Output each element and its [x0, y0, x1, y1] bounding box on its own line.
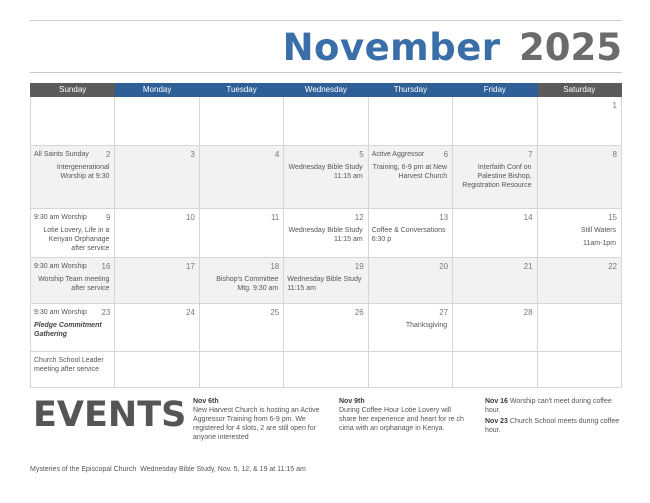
week-row [31, 97, 622, 146]
day-cell[interactable] [537, 258, 621, 304]
day-cell[interactable] [453, 209, 537, 258]
weekday-thursday: Thursday [368, 84, 452, 97]
day-number: 12 [354, 213, 364, 222]
footer-note [30, 466, 306, 473]
day-number: 14 [523, 213, 533, 222]
header-rule [30, 72, 622, 73]
week-row [31, 209, 622, 258]
day-cell[interactable] [537, 146, 621, 209]
weekday-header-row [31, 84, 622, 97]
event-description: During Coffee Hour Lotie Lovery will share her experience and heart for re ch cima with an orphanage in Kenya. [339, 407, 464, 432]
day-cell[interactable] [368, 97, 452, 146]
event-text: Interfaith Conf on Palestine Bishop, Registration Resource [462, 164, 532, 189]
day-cell[interactable] [115, 146, 199, 209]
event-text: Active Aggressor [371, 151, 425, 158]
day-cell[interactable] [537, 209, 621, 258]
day-cell[interactable] [31, 97, 115, 146]
day-cell[interactable] [537, 352, 621, 388]
events-title: EVENTS [33, 395, 187, 435]
weekday-wednesday: Wednesday [284, 84, 368, 97]
event-date: Nov 16 [485, 398, 508, 405]
day-cell[interactable] [199, 146, 283, 209]
week-row [31, 352, 622, 388]
day-number: 28 [523, 308, 533, 317]
top-rule [30, 20, 622, 21]
event-description: Church School meets during coffee hour. [485, 418, 620, 434]
event-description: Worship can't meet during coffee hour. [485, 398, 612, 414]
event-text: 11am-1pm [583, 240, 616, 247]
day-cell[interactable] [31, 258, 115, 304]
day-number: 9 [105, 213, 111, 222]
day-cell[interactable] [199, 209, 283, 258]
day-cell[interactable] [453, 258, 537, 304]
event-text: 9:30 am Worship [34, 263, 87, 270]
day-number: 1 [612, 101, 617, 110]
day-cell[interactable] [537, 304, 621, 352]
day-number: 17 [185, 262, 195, 271]
day-number: 26 [354, 308, 364, 317]
event-text: Wednesday Bible Study 11:15 am [288, 227, 363, 243]
day-cell[interactable] [284, 352, 368, 388]
event-date: Nov 9th [339, 398, 365, 405]
day-number: 21 [523, 262, 533, 271]
day-cell[interactable] [284, 97, 368, 146]
day-cell[interactable] [199, 258, 283, 304]
events-column-2 [339, 397, 469, 433]
day-cell[interactable] [199, 97, 283, 146]
day-cell[interactable] [199, 352, 283, 388]
day-cell[interactable] [453, 146, 537, 209]
day-number: 24 [185, 308, 195, 317]
day-cell[interactable] [368, 209, 452, 258]
day-number: 15 [608, 213, 617, 222]
footer-left: Mysteries of the Episcopal Church [30, 466, 137, 473]
day-number: 20 [439, 262, 449, 271]
weekday-tuesday: Tuesday [199, 84, 283, 97]
day-cell[interactable] [115, 97, 199, 146]
day-cell[interactable] [31, 146, 115, 209]
event-text: All Saints Sunday [34, 151, 89, 158]
event-description: New Harvest Church is hosting an Active Aggressor Training from 6-9 pm. We registered for 4 slots, 2 are still open for anyone interested [193, 407, 320, 441]
day-cell[interactable] [453, 352, 537, 388]
day-cell[interactable] [368, 258, 452, 304]
day-number: 6 [443, 150, 449, 159]
day-number: 27 [439, 308, 449, 317]
footer-right: Wednesday Bible Study, Nov. 5, 12, & 19 at 11:15 am [140, 466, 306, 473]
event-text: Church School Leader meeting after service [34, 357, 104, 373]
day-number: 7 [528, 150, 533, 159]
day-number: 16 [101, 262, 111, 271]
day-cell[interactable] [31, 209, 115, 258]
day-number: 4 [274, 150, 280, 159]
day-cell[interactable] [453, 304, 537, 352]
day-cell[interactable] [31, 352, 115, 388]
day-cell[interactable] [115, 304, 199, 352]
event-text: 9:30 am Worship [34, 309, 87, 316]
weekday-saturday: Saturday [537, 84, 621, 97]
day-cell[interactable] [31, 304, 115, 352]
events-column-3 [485, 397, 620, 435]
event-text: Worship Team meeting after service [38, 276, 110, 292]
week-row [31, 258, 622, 304]
event-text: Pledge Commitment Gathering [34, 322, 102, 338]
weekday-monday: Monday [115, 84, 199, 97]
day-number: 22 [608, 262, 617, 271]
day-number: 23 [101, 308, 111, 317]
event-text: Coffee & Conversations 6:30 p [371, 227, 446, 243]
day-cell[interactable] [199, 304, 283, 352]
event-text: Wednesday Bible Study 11:15 am [287, 276, 362, 292]
weekday-friday: Friday [453, 84, 537, 97]
day-cell[interactable] [368, 146, 452, 209]
event-text: Intergenerational Worship at 9:30 [56, 164, 110, 180]
day-number: 13 [439, 213, 449, 222]
day-number: 10 [185, 213, 195, 222]
month-title: November [282, 26, 501, 69]
event-text: Wednesday Bible Study 11:15 am [288, 164, 363, 180]
day-cell[interactable] [115, 352, 199, 388]
day-number: 5 [359, 150, 364, 159]
event-text: 9:30 am Worship [34, 214, 87, 221]
day-number: 2 [105, 150, 111, 159]
event-text: Training, 6-9 pm at New Harvest Church [372, 164, 448, 180]
day-cell[interactable] [537, 97, 621, 146]
calendar-header [30, 26, 622, 70]
day-number: 11 [270, 213, 280, 222]
day-number: 25 [270, 308, 280, 317]
day-number: 8 [612, 150, 617, 159]
day-cell[interactable] [115, 209, 199, 258]
event-date: Nov 6th [193, 398, 219, 405]
year-title: 2025 [519, 26, 622, 69]
day-number: 3 [190, 150, 195, 159]
day-cell[interactable] [368, 352, 452, 388]
day-cell[interactable] [284, 146, 368, 209]
day-cell[interactable] [284, 258, 368, 304]
weekday-sunday: Sunday [31, 84, 115, 97]
event-date: Nov 23 [485, 418, 508, 425]
day-cell[interactable] [368, 304, 452, 352]
day-cell[interactable] [453, 97, 537, 146]
week-row [31, 146, 622, 209]
week-row [31, 304, 622, 352]
event-text: Lotie Lovery, Life in a Kenyan Orphanage after service [43, 227, 110, 252]
events-column-1 [193, 397, 323, 442]
day-number: 19 [354, 262, 364, 271]
event-text: Bishop's Committee Mtg. 9:30 am [216, 276, 279, 292]
day-number: 18 [270, 262, 280, 271]
event-text: Thanksgiving [405, 322, 448, 329]
day-cell[interactable] [115, 258, 199, 304]
day-cell[interactable] [284, 304, 368, 352]
day-cell[interactable] [284, 209, 368, 258]
calendar-grid [30, 83, 622, 388]
event-text: Still Waters [580, 227, 616, 234]
